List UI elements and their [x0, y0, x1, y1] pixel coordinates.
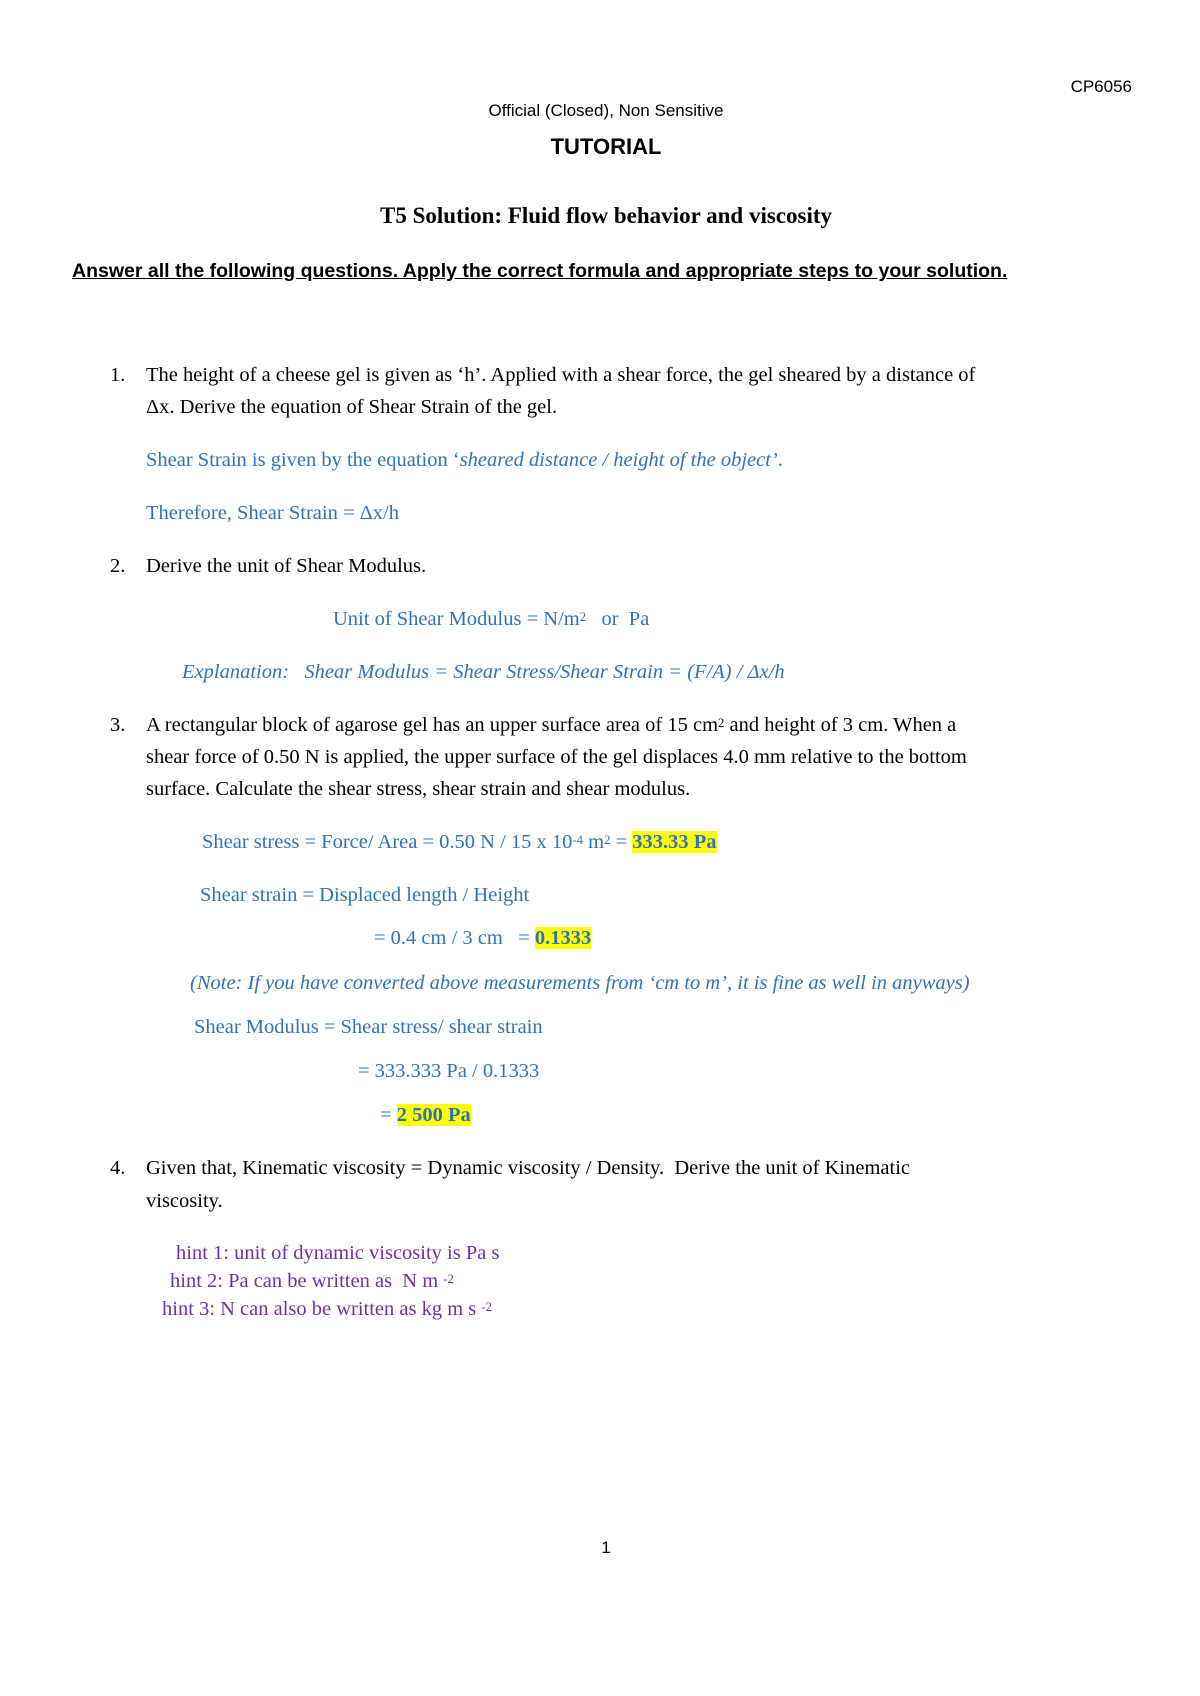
hint-text: hint 3: N can also be written as kg m s $^{-2}$ [162, 1298, 492, 1320]
classification-label: Official (Closed), Non Sensitive [488, 101, 724, 120]
explanation-text: Explanation: Shear Modulus = Shear Stress/Shear Strain = (F/A) / Δx/h [182, 661, 785, 683]
shear-modulus-calculation: = 333.333 Pa / 0.1333 [358, 1060, 540, 1082]
instructions: Answer all the following questions. Apply the correct formula and appropriate steps to your solution. [72, 260, 1008, 282]
answer-text: Therefore, Shear Strain = Δx/h [146, 502, 400, 524]
question-text: surface. Calculate the shear stress, shear strain and shear modulus. [146, 778, 691, 800]
question-text: Δx. Derive the equation of Shear Strain of the gel. [146, 396, 558, 418]
shear-modulus-calculation: = 2 500 Pa [380, 1104, 471, 1126]
question-text: shear force of 0.50 N is applied, the upper surface of the gel displaces 4.0 mm relative to the bottom [146, 746, 967, 768]
highlighted-result: 2 500 Pa [396, 1104, 471, 1126]
document-title: T5 Solution: Fluid flow behavior and viscosity [380, 203, 832, 228]
hint-text: hint 2: Pa can be written as N m $^{-2}$ [170, 1270, 454, 1292]
page-number: 1 [601, 1538, 611, 1557]
highlighted-result: 333.33 Pa [632, 831, 717, 853]
answer-text: Shear Strain is given by the equation ‘sheared distance / height of the object’. [146, 449, 783, 471]
question-text: Given that, Kinematic viscosity = Dynamic viscosity / Density. Derive the unit of Kinematic [146, 1157, 911, 1179]
course-code: CP6056 [1070, 77, 1132, 96]
question-text: The height of a cheese gel is given as ‘h’. Applied with a shear force, the gel sheared by a distance of [146, 364, 976, 386]
question-number: 2. [110, 555, 126, 577]
shear-strain-calculation: Shear strain = Displaced length / Height [200, 884, 530, 906]
shear-stress-calculation: Shear stress = Force/ Area = 0.50 N / 15 x $10^{-4}$ $m^2 = 333.33$ Pa [202, 831, 717, 853]
question-number: 3. [110, 714, 126, 736]
note-text: (Note: If you have converted above measurements from ‘cm to m’, it is fine as well in anyways) [190, 972, 970, 994]
shear-strain-calculation: = 0.4 cm / 3 cm = 0.1333 [374, 927, 592, 949]
hint-text: hint 1: unit of dynamic viscosity is Pa s [176, 1242, 500, 1264]
question-number: 1. [110, 364, 126, 386]
shear-modulus-calculation: Shear Modulus = Shear stress/ shear strain [194, 1016, 543, 1038]
answer-text: Unit of Shear Modulus = $N/m^2$ or Pa [333, 608, 650, 630]
question-text: A rectangular block of agarose gel has an upper surface area of 15 $cm^2$ and height of 3 cm. When a [146, 714, 957, 736]
question-number: 4. [110, 1157, 126, 1179]
question-text: Derive the unit of Shear Modulus. [146, 555, 427, 577]
highlighted-result: 0.1333 [534, 927, 592, 949]
question-text: viscosity. [146, 1190, 223, 1212]
tutorial-heading: TUTORIAL [550, 134, 662, 159]
